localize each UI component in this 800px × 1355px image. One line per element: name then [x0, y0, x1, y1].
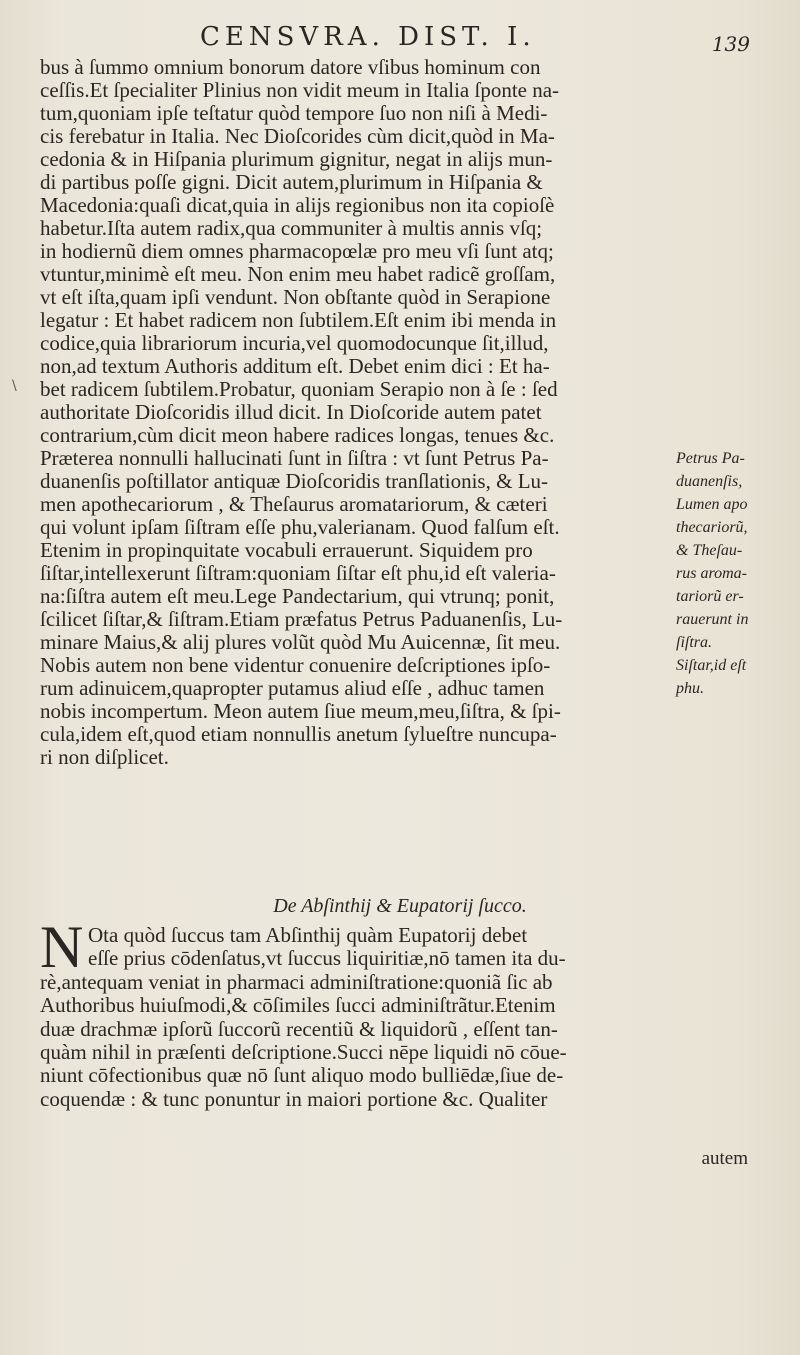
margin-note-line: duanenſis,: [676, 473, 743, 490]
section-line: Authoribus huiuſmodi,& cōſimiles ſucci adminiſtrãtur.Etenim: [40, 993, 556, 1018]
section-line: quàm nihil in præſenti deſcriptione.Succi nēpe liquidi nō cōue-: [40, 1039, 567, 1064]
text-line: authoritate Dioſcoridis illud dicit. In Dioſcoride autem patet: [40, 400, 542, 424]
margin-note-line: Lumen apo: [676, 496, 748, 513]
margin-tick: \: [12, 378, 17, 394]
text-line: ceſſis.Et ſpecialiter Plinius non vidit meum in Italia ſponte na-: [40, 78, 560, 102]
text-line: qui volunt ipſam ſiſtram eſſe phu,valerianam. Quod falſum eſt.: [40, 515, 560, 539]
page-number: 139: [711, 32, 750, 56]
text-line: codice,quia librariorum incuria,vel quomodocunque ſit,illud,: [40, 331, 549, 355]
margin-note-line: Siſtar,id eſt: [676, 657, 747, 674]
text-line: ri non diſplicet.: [40, 745, 169, 769]
text-line: cedonia & in Hiſpania plurimum gignitur, negat in alijs mun-: [40, 147, 553, 171]
text-line: minare Maius,& alij plures volũt quòd Mu Auicennæ, ſit meu.: [40, 630, 561, 654]
catchword: autem: [701, 1148, 748, 1169]
text-line: vt eſt iſta,quam ipſi vendunt. Non obſtante quòd in Serapione: [40, 285, 551, 309]
main-text-block: [40, 56, 690, 769]
margin-note-line: rauerunt in: [676, 611, 749, 628]
section-text-block: [40, 914, 760, 1111]
text-line: duanenſis poſtillator antiquæ Dioſcoridis tranſlationis, & Lu-: [40, 469, 549, 493]
section-line: eſſe prius cōdenſatus,vt ſuccus liquiritiæ,nō tamen ita du-: [88, 946, 566, 971]
text-line: men apothecariorum , & Theſaurus aromatariorum, & cæteri: [40, 492, 548, 516]
text-line: Nobis autem non bene videntur conuenire deſcriptiones ipſo-: [40, 653, 551, 677]
section-line: Ota quòd ſuccus tam Abſinthij quàm Eupatorij debet: [88, 923, 528, 947]
section-line: rè,antequam veniat in pharmaci adminiſtratione:quoniã ſic ab: [40, 969, 553, 994]
margin-note-line: ſiſtra.: [676, 634, 713, 651]
text-line: in hodiernũ diem omnes pharmacopœlæ pro meu vſi ſunt atq;: [40, 239, 554, 263]
text-line: bet radicem ſubtilem.Probatur, quoniam Serapio non à ſe : ſed: [40, 377, 558, 401]
drop-capital: N: [40, 914, 84, 980]
margin-note-line: phu.: [676, 680, 704, 697]
text-line: Etenim in propinquitate vocabuli errauerunt. Siquidem pro: [40, 538, 533, 562]
running-header: [200, 14, 760, 54]
text-line: Macedonia:quaſi dicat,quia in alijs regionibus non ita copioſè: [40, 193, 555, 217]
section-heading: De Abſinthij & Eupatorij ſucco.: [273, 895, 527, 917]
section-line: niunt cōfectionibus quæ nō ſunt aliquo modo bulliēdæ,ſiue de-: [40, 1063, 564, 1088]
running-title: CENSVRA. DIST. I.: [200, 22, 536, 52]
text-line: tum,quoniam ipſe teſtatur quòd tempore ſuo non niſi à Medi-: [40, 101, 548, 125]
text-line: nobis incompertum. Meon autem ſiue meum,meu,ſiſtra, & ſpi-: [40, 699, 561, 723]
text-line: cis ferebatur in Italia. Nec Dioſcorides cùm dicit,quòd in Ma-: [40, 124, 555, 148]
text-line: contrarium,cùm dicit meon habere radices longas, tenues &c.: [40, 423, 555, 447]
text-line: habetur.Iſta autem radix,qua communiter à multis annis vſq;: [40, 216, 543, 240]
margin-note-line: Petrus Pa-: [676, 450, 745, 467]
text-line: na:ſiſtra autem eſt meu.Lege Pandectarium, qui vtrunq; ponit,: [40, 584, 555, 608]
text-line: vtuntur,minimè eſt meu. Non enim meu habet radicẽ groſſam,: [40, 262, 556, 286]
margin-note-line: tariorũ er-: [676, 588, 744, 605]
text-line: legatur : Et habet radicem non ſubtilem.Eſt enim ibi menda in: [40, 308, 557, 332]
text-line: non,ad textum Authoris additum eſt. Debet enim dici : Et ha-: [40, 354, 550, 378]
margin-note-line: thecariorũ,: [676, 519, 748, 536]
margin-note-line: & Theſau-: [676, 542, 743, 559]
text-line: rum adinuicem,quapropter putamus aliud eſſe , adhuc tamen: [40, 676, 545, 700]
text-line: ſcilicet ſiſtar,& ſiſtram.Etiam præfatus Petrus Paduanenſis, Lu-: [40, 607, 563, 631]
text-line: bus à ſummo omnium bonorum datore vſibus hominum con: [40, 55, 541, 79]
text-line: ſiſtar,intellexerunt ſiſtram:quoniam ſiſtar eſt phu,id eſt valeria-: [40, 561, 556, 585]
text-line: cula,idem eſt,quod etiam nonnullis anetum ſylueſtre nuncupa-: [40, 722, 557, 746]
section-line: coquendæ : & tunc ponuntur in maiori portione &c. Qualiter: [40, 1086, 548, 1111]
section-line: duæ drachmæ ipſorũ ſuccorũ recentiũ & liquidorũ , eſſent tan-: [40, 1016, 558, 1041]
text-line: di partibus poſſe gigni. Dicit autem,plurimum in Hiſpania &: [40, 170, 543, 194]
margin-note-line: rus aroma-: [676, 565, 747, 582]
text-line: Præterea nonnulli hallucinati ſunt in ſiſtra : vt ſunt Petrus Pa-: [40, 446, 549, 470]
